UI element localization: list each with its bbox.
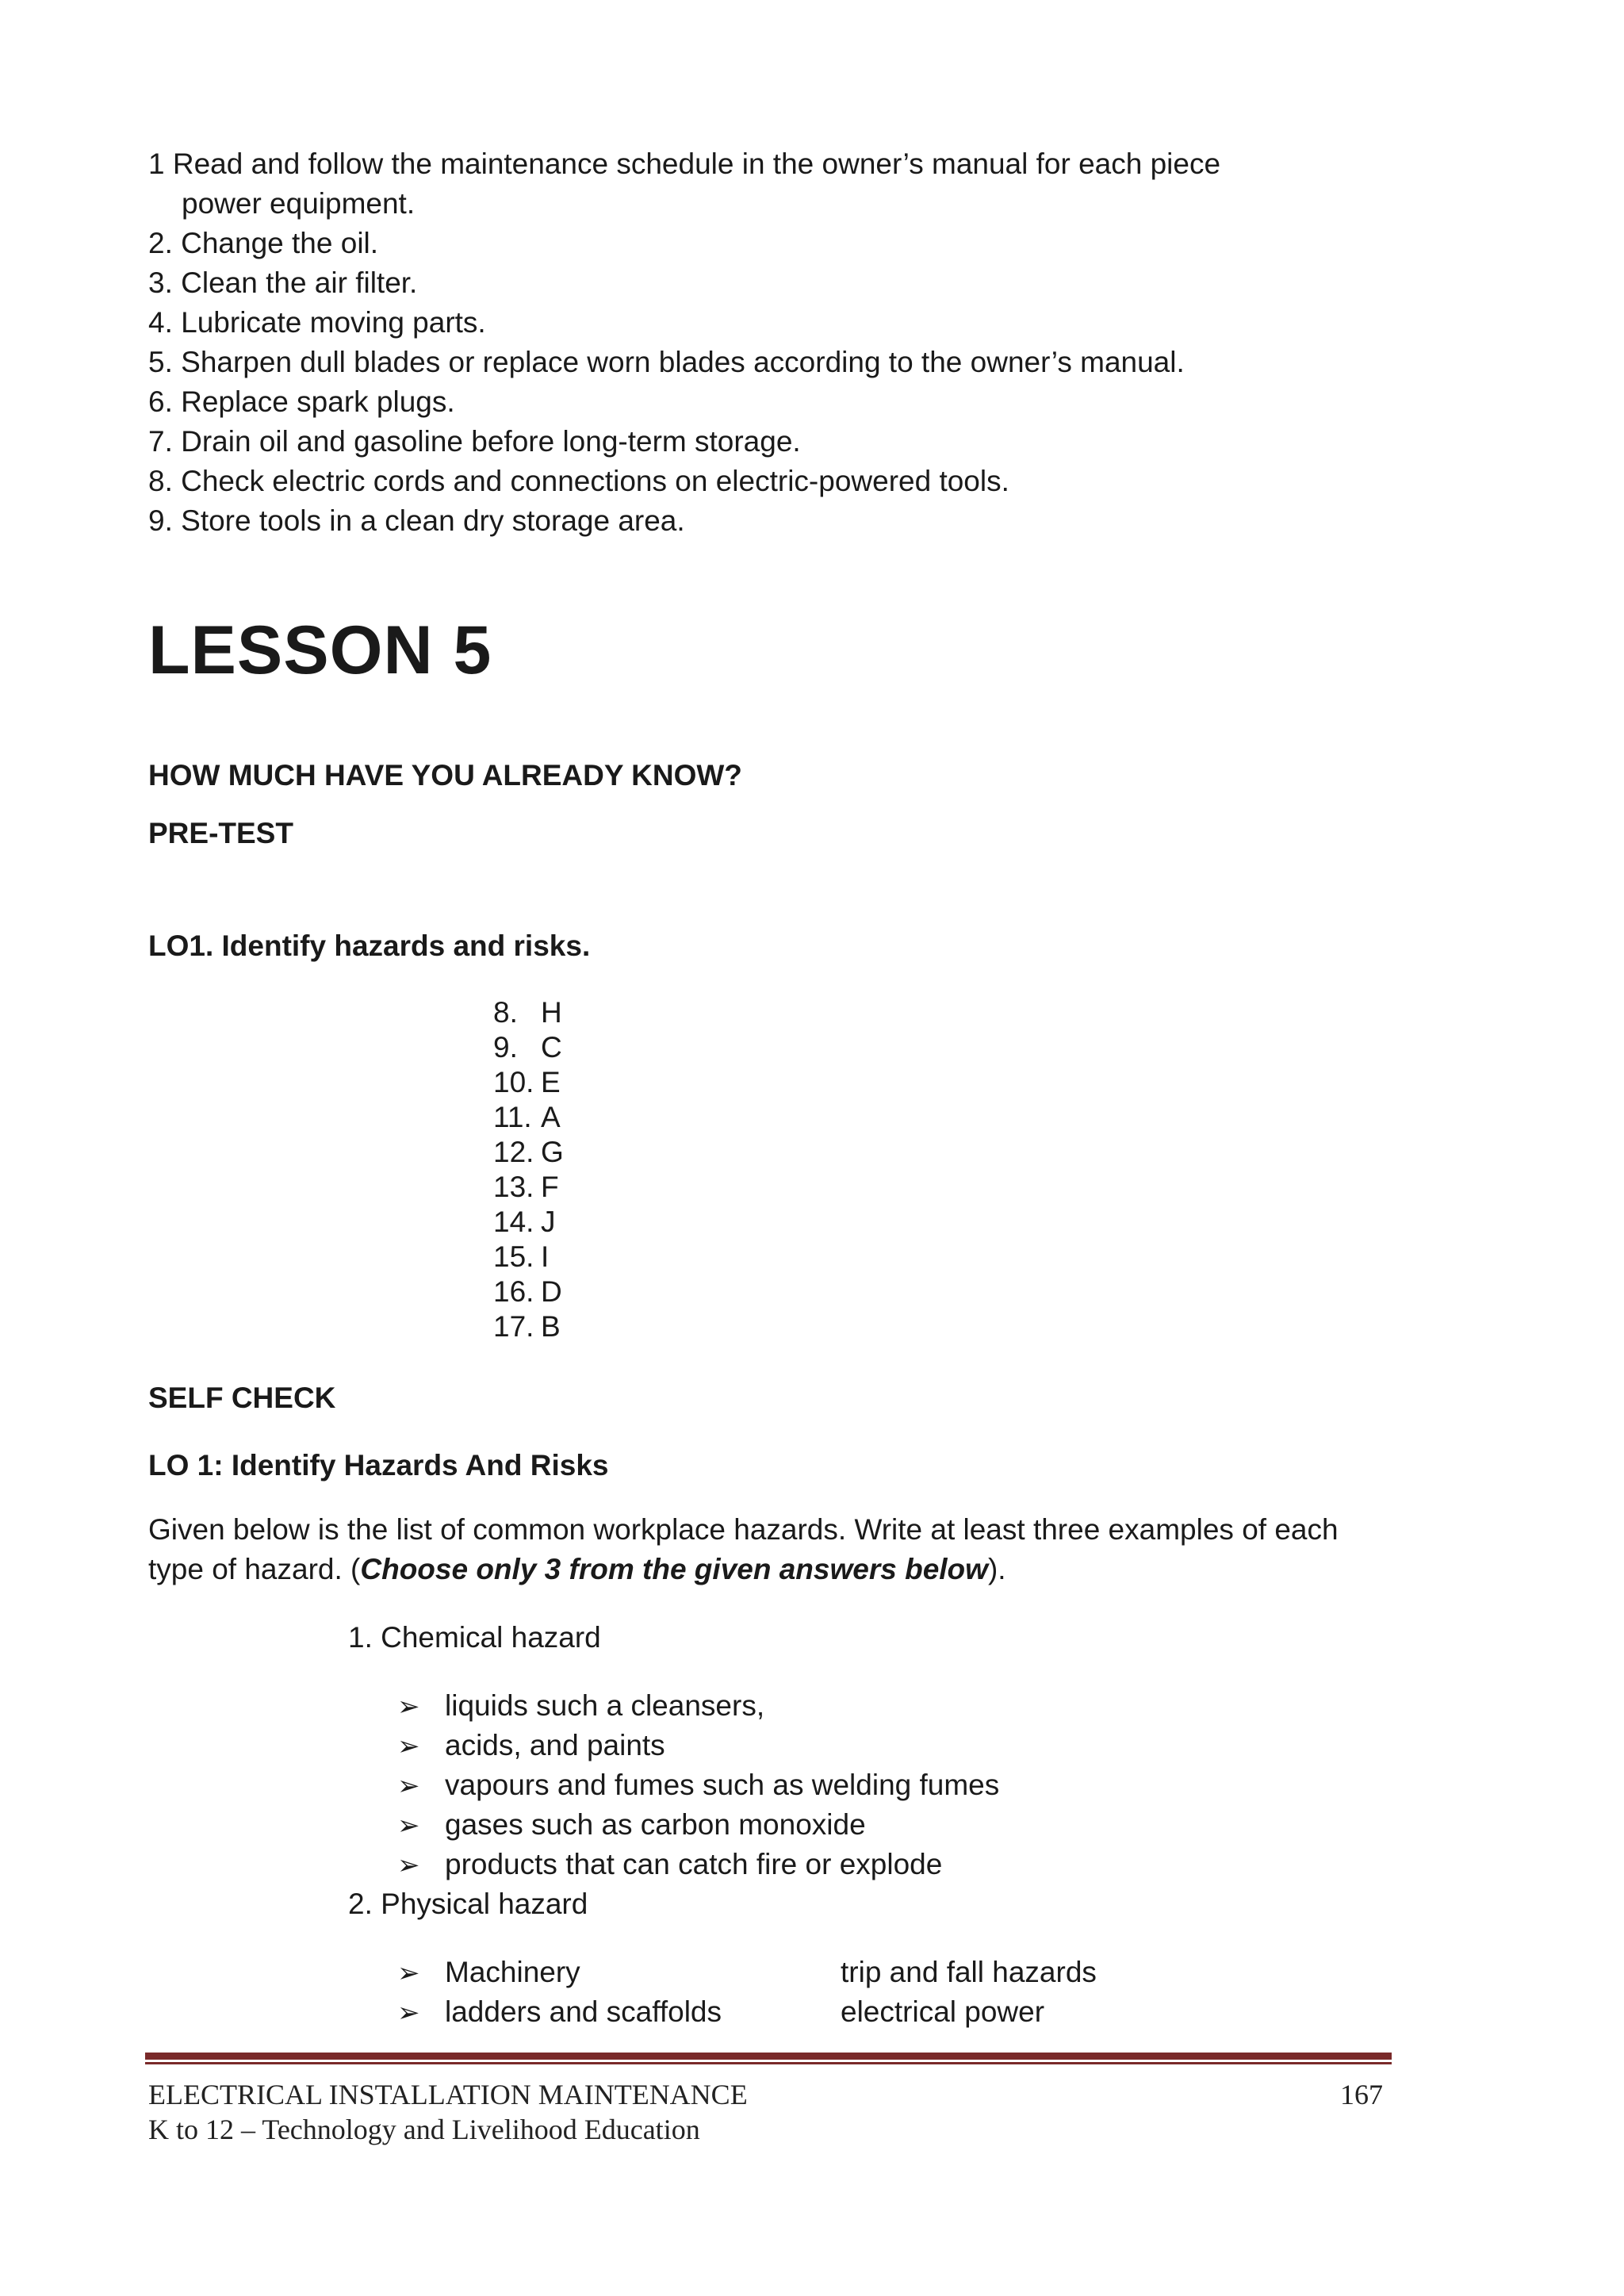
- arrow-bullet-icon: ➢: [397, 1957, 420, 1989]
- list-item-text: acids, and paints: [445, 1729, 665, 1761]
- list-item: 2. Change the oil.: [148, 227, 379, 259]
- arrow-bullet-icon: ➢: [397, 1731, 420, 1762]
- answer-row: [493, 1065, 564, 1100]
- list-item: [397, 1845, 999, 1884]
- answer-number: 9.: [493, 1031, 518, 1064]
- page-number: 167: [1340, 2079, 1383, 2110]
- answer-letter: H: [541, 996, 562, 1029]
- physical-hazard-list: [397, 1953, 1190, 2032]
- answer-number: 16.: [493, 1275, 534, 1308]
- list-item: [397, 1805, 999, 1845]
- answer-letter: I: [541, 1240, 550, 1273]
- list-item-text: vapours and fumes such as welding fumes: [445, 1769, 1000, 1801]
- arrow-bullet-icon: ➢: [397, 1810, 420, 1842]
- list-item-text: gases such as carbon monoxide: [445, 1808, 866, 1841]
- physical-hazard-title: 2. Physical hazard: [348, 1888, 588, 1920]
- list-item-text: ladders and scaffolds: [445, 1995, 722, 2028]
- arrow-bullet-icon: ➢: [397, 1770, 420, 1802]
- answer-row: [493, 1170, 564, 1205]
- answer-number: 17.: [493, 1310, 534, 1343]
- answer-row: [493, 1240, 564, 1274]
- instruction-line: [148, 1550, 1339, 1589]
- list-item: 7. Drain oil and gasoline before long-term storage.: [148, 425, 801, 458]
- list-item-text: products that can catch fire or explode: [445, 1848, 943, 1880]
- answer-letter: E: [541, 1066, 561, 1098]
- answer-letter: C: [541, 1031, 562, 1064]
- answer-key: [493, 995, 564, 1344]
- self-check-heading: SELF CHECK: [148, 1382, 336, 1414]
- answer-row: [493, 1309, 564, 1344]
- answer-letter: B: [541, 1310, 561, 1343]
- answer-row: [493, 1135, 564, 1170]
- footer-rule-thin: [145, 2062, 1392, 2064]
- footer-title: ELECTRICAL INSTALLATION MAINTENANCE: [148, 2079, 748, 2110]
- answer-row: [493, 995, 564, 1030]
- chemical-hazard-title: 1. Chemical hazard: [348, 1621, 601, 1654]
- answer-number: 14.: [493, 1205, 534, 1238]
- answer-row: [493, 1100, 564, 1135]
- pretest-label: PRE-TEST: [148, 817, 293, 849]
- answer-number: 15.: [493, 1240, 534, 1273]
- list-item: [397, 1686, 999, 1726]
- chemical-hazard-list: [397, 1686, 999, 1884]
- instruction-text: type of hazard. (: [148, 1553, 361, 1585]
- list-item: 9. Store tools in a clean dry storage area.: [148, 504, 685, 537]
- answer-letter: A: [541, 1101, 561, 1133]
- list-item: [397, 1992, 1190, 2032]
- instruction-text: ).: [987, 1553, 1006, 1585]
- list-item: 8. Check electric cords and connections on electric-powered tools.: [148, 465, 1009, 497]
- lo1-heading: LO1. Identify hazards and risks.: [148, 930, 591, 962]
- list-item: [397, 1726, 999, 1765]
- list-item: power equipment.: [182, 187, 416, 220]
- answer-number: 11.: [493, 1101, 532, 1133]
- answer-number: 12.: [493, 1136, 534, 1168]
- list-item-text: electrical power: [841, 1995, 1045, 2028]
- lo1-self-check-heading: LO 1: Identify Hazards And Risks: [148, 1449, 609, 1481]
- arrow-bullet-icon: ➢: [397, 1691, 420, 1723]
- instruction-line: Given below is the list of common workplace hazards. Write at least three examples of each: [148, 1513, 1339, 1546]
- answer-letter: G: [541, 1136, 564, 1168]
- footer-subtitle: K to 12 – Technology and Livelihood Education: [148, 2114, 700, 2145]
- list-item: 4. Lubricate moving parts.: [148, 306, 486, 339]
- instruction-paragraph: [148, 1510, 1339, 1589]
- answer-letter: J: [541, 1205, 556, 1238]
- instruction-emphasis: Choose only 3 from the given answers below: [360, 1553, 988, 1585]
- list-item: [397, 1953, 1190, 1992]
- answer-row: [493, 1205, 564, 1240]
- list-item: 6. Replace spark plugs.: [148, 385, 455, 418]
- pretest-heading: HOW MUCH HAVE YOU ALREADY KNOW?: [148, 759, 742, 792]
- list-item: 3. Clean the air filter.: [148, 266, 418, 299]
- answer-number: 8.: [493, 996, 518, 1029]
- answer-letter: F: [541, 1171, 559, 1203]
- answer-row: [493, 1274, 564, 1309]
- list-item-text: liquids such a cleansers,: [445, 1689, 765, 1722]
- maintenance-list: [148, 144, 1220, 541]
- arrow-bullet-icon: ➢: [397, 1849, 420, 1881]
- list-item-text: Machinery: [445, 1956, 580, 1988]
- answer-number: 10.: [493, 1066, 534, 1098]
- answer-row: [493, 1030, 564, 1065]
- list-item: [397, 1765, 999, 1805]
- arrow-bullet-icon: ➢: [397, 1997, 420, 2029]
- list-item-text: trip and fall hazards: [841, 1956, 1097, 1988]
- footer-rule: [145, 2053, 1392, 2060]
- answer-number: 13.: [493, 1171, 534, 1203]
- lesson-title: LESSON 5: [148, 612, 492, 688]
- list-item: 1 Read and follow the maintenance schedule in the owner’s manual for each piece: [148, 148, 1221, 180]
- list-item: 5. Sharpen dull blades or replace worn blades according to the owner’s manual.: [148, 346, 1185, 378]
- answer-letter: D: [541, 1275, 562, 1308]
